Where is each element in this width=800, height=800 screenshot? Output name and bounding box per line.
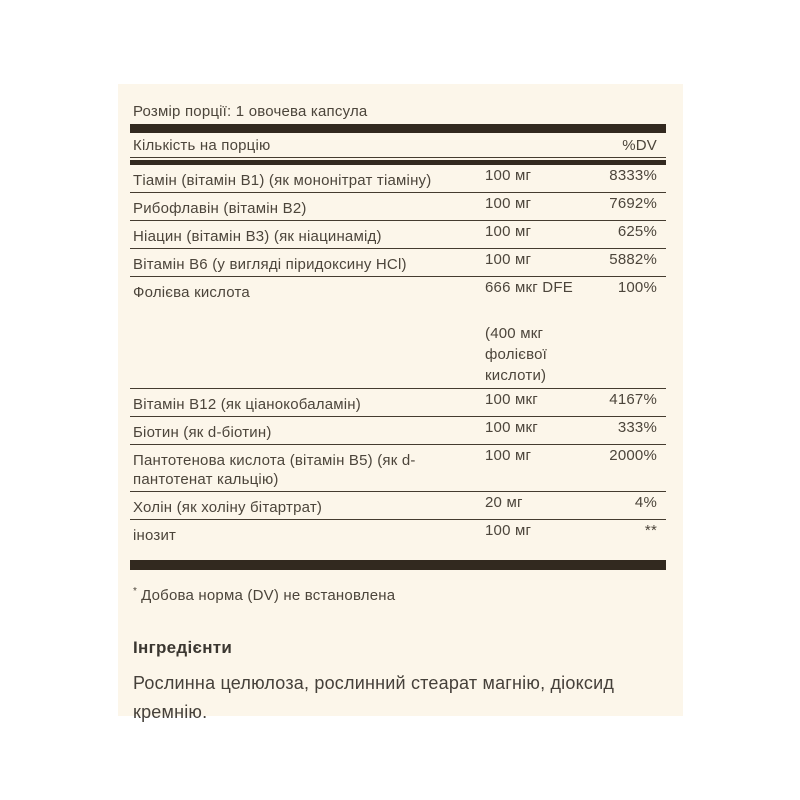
header-amount-per-serving: Кількість на порцію: [133, 137, 271, 154]
nutrient-name: Холін (як холіну бітартрат): [133, 499, 323, 516]
nutrient-dv: 8333%: [609, 167, 657, 184]
nutrient-amount: [485, 277, 595, 388]
nutrient-amount: 20 мг: [485, 494, 523, 511]
table-row-vitamin-b6: [130, 249, 666, 277]
table-row-choline: [130, 492, 666, 520]
nutrient-name: Ніацин (вітамін B3) (як ніацинамід): [133, 228, 382, 245]
nutrient-amount: 100 мг: [485, 223, 532, 240]
dv-footnote: [130, 582, 666, 605]
nutrient-amount: 100 мг: [485, 195, 532, 212]
nutrient-dv: 5882%: [609, 251, 657, 268]
ingredients-text: Рослинна целюлоза, рослинний стеарат магнію, діоксид кремнію.: [133, 673, 615, 722]
nutrient-name: Біотин (як d-біотин): [133, 424, 272, 441]
table-row-vitamin-b12: [130, 389, 666, 417]
nutrient-dv: 4167%: [609, 391, 657, 408]
nutrient-dv: 625%: [617, 223, 657, 240]
nutrient-name: інозит: [133, 527, 177, 544]
nutrient-name: Фолієва кислота: [133, 284, 250, 301]
table-row-niacin: [130, 221, 666, 249]
nutrient-amount-main: 666 мкг DFE: [485, 279, 573, 296]
table-header-row: [130, 133, 666, 158]
ingredients-heading: Інгредієнти: [133, 638, 233, 657]
table-row-thiamin: [130, 165, 666, 193]
nutrient-amount-note: (400 мкг фолієвої кислоти): [485, 325, 548, 384]
nutrient-dv: 7692%: [609, 195, 657, 212]
table-row-pantothenic-acid: [130, 445, 666, 492]
bottom-divider-bar: [130, 560, 666, 570]
nutrient-dv: 100%: [617, 279, 657, 296]
nutrient-amount: 100 мг: [485, 251, 532, 268]
serving-size-text: Розмір порції: 1 овочева капсула: [133, 103, 368, 120]
footnote-asterisk: *: [133, 586, 138, 597]
nutrient-dv: 2000%: [609, 447, 657, 464]
nutrient-amount: 100 мг: [485, 167, 532, 184]
nutrient-name: Вітамін B6 (у вигляді піридоксину HCl): [133, 256, 407, 273]
nutrient-name: Тіамін (вітамін B1) (як мононітрат тіаміну): [133, 172, 432, 189]
supplement-facts-table: [130, 84, 666, 727]
table-row-riboflavin: [130, 193, 666, 221]
nutrient-name: Рибофлавін (вітамін B2): [133, 200, 307, 217]
nutrient-name: Пантотенова кислота (вітамін B5) (як d-пантотенат кальцію): [133, 452, 416, 488]
nutrient-amount: 100 мкг: [485, 419, 538, 436]
table-row-biotin: [130, 417, 666, 445]
nutrient-amount: 100 мг: [485, 522, 532, 539]
top-divider-bar: [130, 124, 666, 133]
nutrient-name: Вітамін B12 (як ціанокобаламін): [133, 396, 361, 413]
nutrient-amount: 100 мкг: [485, 391, 538, 408]
nutrient-amount: 100 мг: [485, 447, 532, 464]
nutrient-dv: 333%: [617, 419, 657, 436]
header-dv: %DV: [622, 137, 657, 154]
table-row-inositol: [130, 520, 666, 560]
nutrient-dv: 4%: [634, 494, 657, 511]
footnote-text: Добова норма (DV) не встановлена: [141, 587, 396, 604]
table-row-folic-acid: [130, 277, 666, 389]
supplement-facts-panel: [118, 84, 683, 722]
nutrient-dv: **: [644, 522, 657, 539]
